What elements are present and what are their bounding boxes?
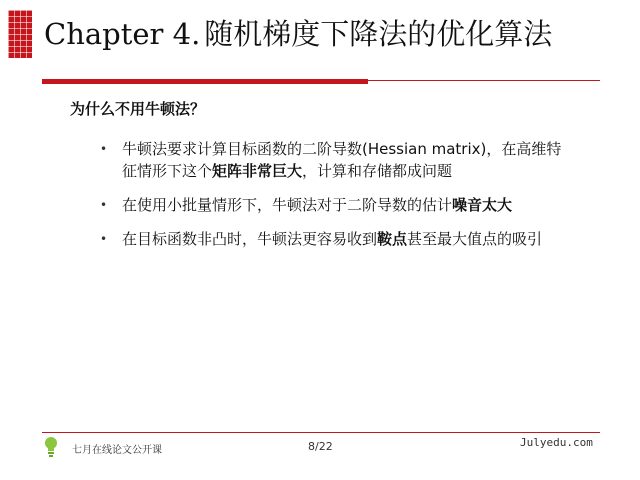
bullet-1-line2-pre: 征情形下这个 [122,162,213,180]
bullet-dot-icon: • [100,198,108,212]
bullet-3-post: 甚至最大值点的吸引 [407,230,543,248]
bullet-dot-icon: • [100,232,108,246]
bullet-1-line2-post: ，计算和存储都成问题 [302,162,453,180]
footer-course-name: 七月在线论文公开课 [72,445,162,456]
lightbulb-icon [42,436,60,458]
bullet-item-1 [100,138,600,182]
bullet-list [100,138,600,250]
bullet-dot-icon: • [100,142,108,156]
title-english: Chapter 4. [44,17,201,51]
bullet-1-emphasis: 矩阵非常巨大 [212,162,303,180]
title-chinese: 随机梯度下降法的优化算法 [204,17,553,51]
bullet-item-3 [100,228,600,250]
title-underline-thick [42,79,368,84]
bullet-2-text: 在使用小批量情形下，牛顿法对于二阶导数的估计 [122,196,453,214]
red-grid-logo-icon [8,10,32,58]
bullet-1-line1: 牛顿法要求计算目标函数的二阶导数(Hessian matrix)，在高维特 [122,140,562,158]
bullet-3-pre: 在目标函数非凸时，牛顿法更容易收到 [122,230,378,248]
bullet-3-emphasis: 鞍点 [377,230,408,248]
footer-divider [42,432,600,433]
title-underline-thin [368,80,600,81]
bullet-item-2 [100,194,600,216]
section-question: 为什么不用牛顿法？ [70,100,206,118]
footer-site: Julyedu.com [520,436,593,449]
page-number: 8/22 [308,440,333,453]
bullet-2-emphasis: 噪音太大 [452,196,513,214]
slide-title [44,14,552,54]
